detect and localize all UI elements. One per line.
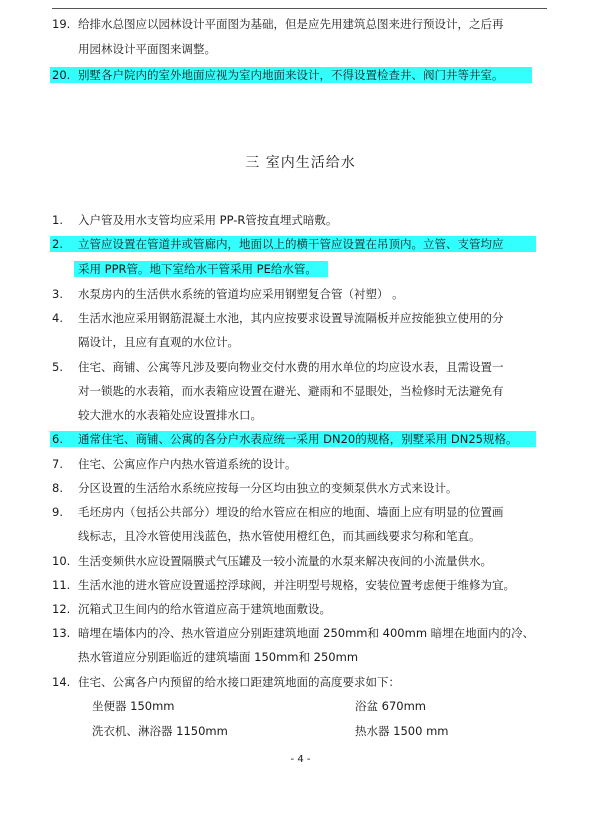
item-1-line-1: 入户管及用水支管均应采用 PP-R管按直埋式暗敷。 [78,213,338,227]
item-5-num: 5. [52,360,63,374]
item-8-line-1: 分区设置的生活给水系统应按每一分区均由独立的变频泵供水方式来设计。 [78,481,458,495]
item-5-line-3: 较大泄水的水表箱处应设置排水口。 [78,408,262,422]
height-bathtub: 浴盆 670mm [355,699,427,713]
height-water-heater: 热水器 1500 mm [355,724,449,738]
item-9-line-2: 线标志，且冷水管使用浅蓝色，热水管使用橙红色，而其画线要求匀称和笔直。 [78,529,481,543]
item-20-num: 20. [52,68,71,82]
item-3-num: 3. [52,287,63,301]
item-11-line-1: 生活水池的进水管应设置遥控浮球阀，并注明型号规格，安装位置考虑便于维修为宜。 [78,578,515,592]
item-5-line-2: 对一锁匙的水表箱，而水表箱应设置在避光、避雨和不显眼处，当检修时无法避免有 [78,384,504,398]
item-6-line-1: 通常住宅、商铺、公寓的各分户水表应统一采用 DN20的规格，别墅采用 DN25规格。 [78,432,518,446]
item-2-line-1: 立管应设置在管道井或管廊内，地面以上的横干管应设置在吊顶内。立管、支管均应 [78,237,504,251]
item-4-num: 4. [52,311,63,325]
item-8-num: 8. [52,481,63,495]
item-6-num: 6. [52,432,63,446]
item-11-num: 11. [52,578,71,592]
item-13-num: 13. [52,626,71,640]
item-6-highlight [50,431,536,447]
item-5-line-1: 住宅、商铺、公寓等凡涉及要向物业交付水费的用水单位的均应设水表，且需设置一 [78,360,504,374]
item-2-highlight-1 [50,236,536,252]
header-rule [52,8,547,9]
item-10-line-1: 生活变频供水应设置隔膜式气压罐及一较小流量的水泵来解决夜间的小流量供水。 [78,554,492,568]
item-2-num: 2. [52,237,63,251]
item-4-line-1: 生活水池应采用钢筋混凝土水池，其内应按要求设置导流隔板并应按能独立使用的分 [78,311,504,325]
height-toilet: 坐便器 150mm [92,699,175,713]
item-14-num: 14. [52,675,71,689]
item-12-num: 12. [52,602,71,616]
item-20-highlight [50,67,532,83]
item-2-highlight-2 [74,261,328,277]
item-2-line-2: 采用 PPR管。地下室给水干管采用 PE给水管。 [78,262,317,276]
item-13-line-1: 暗埋在墙体内的冷、热水管道应分别距建筑地面 250mm和 400mm 暗埋在地面内的冷、 [78,626,535,640]
item-12-line-1: 沉箱式卫生间内的给水管道应高于建筑地面敷设。 [78,602,331,616]
item-10-num: 10. [52,554,71,568]
item-9-line-1: 毛坯房内（包括公共部分）埋设的给水管应在相应的地面、墙面上应有明显的位置画 [78,505,504,519]
item-13-line-2: 热水管道应分别距临近的建筑墙面 150mm和 250mm [78,650,359,664]
section-title: 三 室内生活给水 [245,155,356,171]
item-3-line-1: 水泵房内的生活供水系统的管道均应采用钢塑复合管（衬塑） 。 [78,287,404,301]
item-1-num: 1. [52,213,63,227]
page-number: - 4 - [290,754,311,765]
item-9-num: 9. [52,505,63,519]
item-19-line-2: 用园林设计平面图来调整。 [78,42,216,56]
height-washer-shower: 洗衣机、淋浴器 1150mm [92,724,228,738]
item-19-line-1: 给排水总图应以园林设计平面图为基础，但是应先用建筑总图来进行预设计，之后再 [78,17,504,31]
item-14-line-1: 住宅、公寓各户内预留的给水接口距建筑地面的高度要求如下： [78,675,400,689]
item-4-line-2: 隔设计，且应有直观的水位计。 [78,335,239,349]
item-19-num: 19. [52,17,71,31]
item-7-line-1: 住宅、公寓应作户内热水管道系统的设计。 [78,457,297,471]
item-7-num: 7. [52,457,63,471]
item-20-line-1: 别墅各户院内的室外地面应视为室内地面来设计，不得设置检查井、阀门井等井室。 [78,68,504,82]
